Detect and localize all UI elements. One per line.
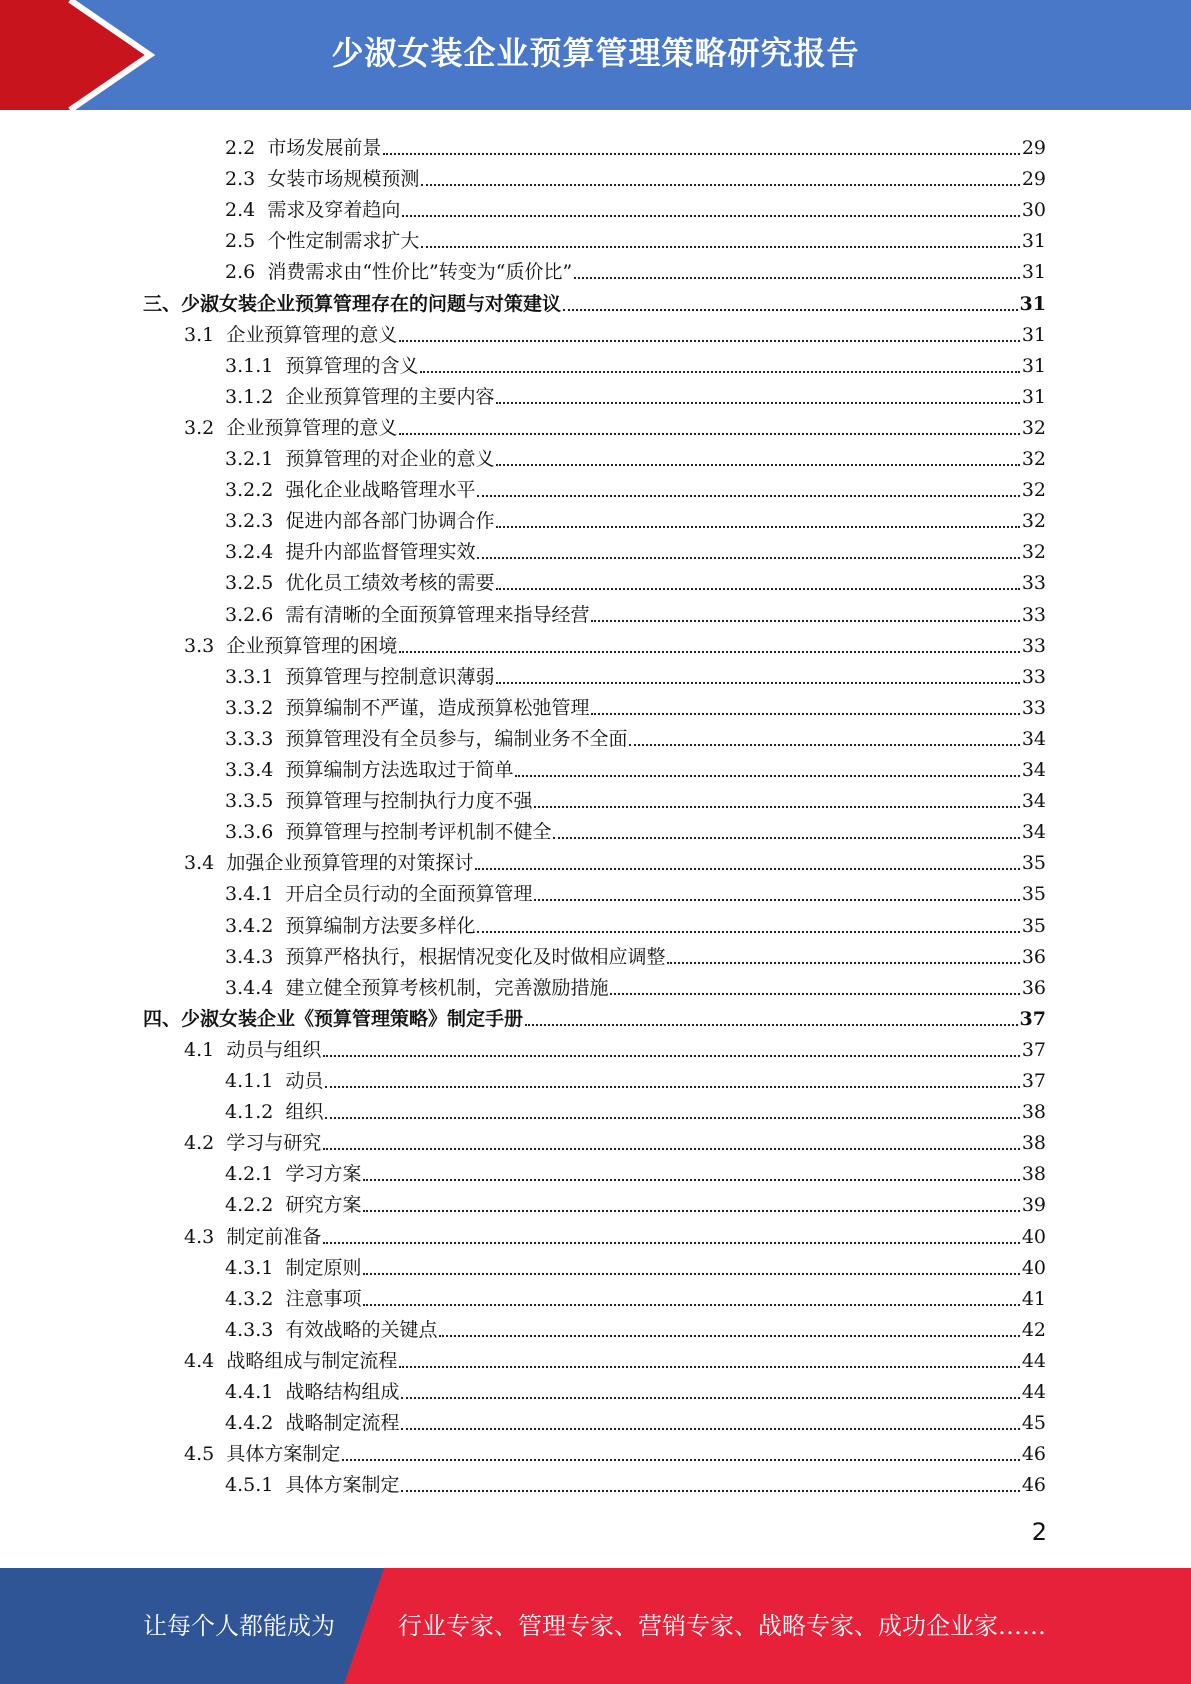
toc-entry-gap bbox=[214, 635, 226, 657]
toc-entry-title: 具体方案制定 bbox=[285, 1474, 400, 1497]
toc-leader-dots bbox=[323, 1055, 1019, 1057]
toc-entry-number: 4.5.1 bbox=[225, 1474, 274, 1497]
report-title: 少淑女装企业预算管理策略研究报告 bbox=[331, 34, 860, 72]
toc-entry-title: 预算编制方法选取过于简单 bbox=[285, 759, 514, 781]
toc-leader-dots bbox=[439, 1335, 1019, 1337]
toc-leader-dots bbox=[477, 557, 1019, 559]
toc-entry[interactable] bbox=[225, 1154, 1046, 1185]
toc-entry-number: 3.3.1 bbox=[225, 665, 274, 688]
toc-entry-number: 3.1 bbox=[184, 323, 215, 346]
toc-entry-number: 4.4.1 bbox=[225, 1381, 274, 1403]
toc-entry-title: 提升内部监督管理实效 bbox=[285, 541, 476, 564]
toc-entry-gap bbox=[255, 137, 267, 159]
toc-entry[interactable] bbox=[225, 1092, 1046, 1123]
toc-leader-dots bbox=[667, 962, 1019, 964]
toc-entry-title: 强化企业战略管理水平 bbox=[285, 479, 476, 502]
toc-leader-dots bbox=[420, 371, 1019, 373]
toc-leader-dots bbox=[477, 495, 1019, 497]
toc-leader-dots bbox=[402, 215, 1019, 217]
toc-entry-page: 34 bbox=[1021, 790, 1046, 813]
toc-entry-title: 动员与组织 bbox=[226, 1038, 322, 1061]
toc-entry[interactable] bbox=[184, 315, 1046, 346]
toc-entry-page: 37 bbox=[1021, 1070, 1046, 1092]
toc-entry-page: 42 bbox=[1021, 1318, 1046, 1341]
toc-entry-number: 3.4.1 bbox=[225, 883, 274, 906]
toc-entry-gap bbox=[255, 261, 267, 283]
toc-entry-page: 40 bbox=[1021, 1256, 1046, 1279]
toc-leader-dots bbox=[399, 340, 1019, 342]
toc-entry-page: 31 bbox=[1021, 385, 1046, 408]
toc-entry-number: 4.4 bbox=[184, 1349, 215, 1372]
toc-leader-dots bbox=[399, 433, 1019, 435]
toc-leader-dots bbox=[363, 1179, 1019, 1181]
toc-leader-dots bbox=[325, 1117, 1019, 1119]
toc-entry[interactable] bbox=[225, 346, 1046, 377]
toc-entry[interactable] bbox=[225, 377, 1046, 408]
toc-entry-number: 4.1.2 bbox=[225, 1101, 274, 1124]
toc-entry-gap bbox=[273, 510, 285, 532]
toc-entry-page: 29 bbox=[1021, 137, 1046, 159]
toc-entry-gap bbox=[273, 666, 285, 688]
toc-entry-number: 4.1.1 bbox=[225, 1070, 274, 1092]
toc-entry-title: 建立健全预算考核机制，完善激励措施 bbox=[285, 976, 609, 999]
toc-entry-number: 3.4.4 bbox=[225, 976, 274, 999]
toc-entry-page: 31 bbox=[1021, 261, 1046, 284]
toc-entry-number: 2.3 bbox=[225, 168, 256, 191]
toc-entry-gap bbox=[273, 728, 285, 750]
toc-leader-dots bbox=[399, 1366, 1019, 1368]
toc-leader-dots bbox=[401, 1397, 1019, 1399]
toc-leader-dots bbox=[496, 682, 1019, 684]
toc-entry-gap bbox=[273, 386, 285, 408]
toc-entry-number: 3.4 bbox=[184, 852, 215, 875]
toc-entry-page: 30 bbox=[1021, 199, 1046, 222]
toc-leader-dots bbox=[325, 1086, 1019, 1088]
toc-entry[interactable] bbox=[225, 252, 1046, 283]
toc-entry-number: 3.3.3 bbox=[225, 727, 274, 750]
toc-leader-dots bbox=[363, 1273, 1019, 1275]
toc-entry-title: 需有清晰的全面预算管理来指导经营 bbox=[285, 603, 590, 626]
toc-entry[interactable] bbox=[225, 1248, 1046, 1279]
toc-entry-title: 战略结构组成 bbox=[285, 1381, 400, 1403]
toc-entry-page: 37 bbox=[1019, 1007, 1046, 1030]
toc-entry[interactable] bbox=[225, 719, 1046, 750]
toc-entry-page: 46 bbox=[1021, 1474, 1046, 1497]
toc-entry-page: 32 bbox=[1021, 448, 1046, 470]
toc-entry-title: 促进内部各部门协调合作 bbox=[285, 510, 495, 533]
toc-entry-gap bbox=[273, 821, 285, 843]
toc-entry-page: 34 bbox=[1021, 727, 1046, 750]
toc-entry-page: 33 bbox=[1021, 572, 1046, 595]
toc-entry[interactable] bbox=[225, 968, 1046, 999]
toc-entry-page: 31 bbox=[1021, 323, 1046, 346]
toc-entry-gap bbox=[273, 1288, 285, 1310]
toc-entry[interactable] bbox=[225, 781, 1046, 812]
toc-leader-dots bbox=[363, 1304, 1019, 1306]
toc-entry[interactable] bbox=[184, 1434, 1046, 1465]
toc-entry[interactable] bbox=[225, 595, 1046, 626]
toc-entry-title: 企业预算管理的主要内容 bbox=[285, 385, 495, 408]
toc-entry-gap bbox=[214, 852, 226, 874]
toc-entry-number: 2.2 bbox=[225, 137, 256, 159]
toc-entry-title: 企业预算管理的意义 bbox=[226, 323, 398, 346]
toc-entry[interactable] bbox=[225, 1279, 1046, 1310]
toc-entry[interactable] bbox=[184, 1217, 1046, 1248]
toc-leader-dots bbox=[477, 931, 1019, 933]
toc-entry-number: 3.3.6 bbox=[225, 821, 274, 844]
toc-entry-page: 44 bbox=[1021, 1381, 1046, 1403]
toc-entry-number: 3.2.1 bbox=[225, 448, 274, 470]
toc-entry[interactable] bbox=[225, 1310, 1046, 1341]
toc-entry[interactable] bbox=[225, 532, 1046, 563]
toc-entry[interactable] bbox=[225, 937, 1046, 968]
header-banner bbox=[0, 0, 1191, 110]
toc-entry-number: 3.2.6 bbox=[225, 603, 274, 626]
toc-entry[interactable] bbox=[184, 1123, 1046, 1154]
toc-entry[interactable] bbox=[225, 812, 1046, 843]
toc-entry[interactable] bbox=[184, 843, 1046, 874]
toc-leader-dots bbox=[496, 464, 1019, 466]
toc-entry-number: 4.1 bbox=[184, 1038, 215, 1061]
toc-entry[interactable] bbox=[225, 1403, 1046, 1434]
toc-entry-title: 预算管理的含义 bbox=[285, 354, 419, 377]
toc-entry-title: 女装市场规模预测 bbox=[267, 168, 420, 191]
toc-entry-number: 2.6 bbox=[225, 261, 256, 284]
toc-entry[interactable] bbox=[184, 1030, 1046, 1061]
toc-entry-title: 预算管理与控制考评机制不健全 bbox=[285, 821, 552, 844]
toc-entry[interactable] bbox=[225, 1185, 1046, 1216]
toc-entry-title: 具体方案制定 bbox=[226, 1443, 341, 1466]
toc-entry-page: 33 bbox=[1021, 696, 1046, 719]
toc-entry-title: 三、少淑女装企业预算管理存在的问题与对策建议 bbox=[143, 292, 562, 315]
toc-entry-number: 3.3.5 bbox=[225, 790, 274, 813]
toc-entry-gap bbox=[273, 1070, 285, 1092]
toc-entry-gap bbox=[273, 759, 285, 781]
toc-entry-number: 3.2.2 bbox=[225, 479, 274, 502]
toc-entry-number: 3.3.2 bbox=[225, 696, 274, 719]
toc-leader-dots bbox=[496, 588, 1019, 590]
toc-entry[interactable] bbox=[225, 688, 1046, 719]
toc-entry[interactable] bbox=[225, 563, 1046, 594]
toc-leader-dots bbox=[515, 775, 1019, 777]
toc-entry-gap bbox=[255, 199, 267, 221]
toc-entry-page: 31 bbox=[1021, 354, 1046, 377]
toc-entry-title: 预算管理没有全员参与，编制业务不全面 bbox=[285, 727, 628, 750]
toc-entry[interactable] bbox=[184, 1341, 1046, 1372]
toc-entry[interactable] bbox=[225, 470, 1046, 501]
toc-entry-gap bbox=[214, 1350, 226, 1372]
toc-leader-dots bbox=[421, 246, 1019, 248]
toc-entry-gap bbox=[273, 1257, 285, 1279]
toc-entry-number: 2.4 bbox=[225, 199, 256, 222]
toc-entry-number: 3.1.1 bbox=[225, 354, 274, 377]
toc-entry-page: 32 bbox=[1021, 510, 1046, 533]
toc-entry[interactable] bbox=[184, 408, 1046, 439]
toc-entry-gap bbox=[273, 1412, 285, 1434]
toc-entry-gap bbox=[273, 541, 285, 563]
toc-entry-page: 36 bbox=[1021, 945, 1046, 968]
toc-entry-gap bbox=[273, 790, 285, 812]
toc-entry-number: 4.2.1 bbox=[225, 1163, 274, 1186]
toc-entry-page: 41 bbox=[1021, 1287, 1046, 1310]
toc-leader-dots bbox=[496, 526, 1019, 528]
toc-entry-title: 预算管理与控制意识薄弱 bbox=[285, 665, 495, 688]
toc-entry-page: 31 bbox=[1019, 292, 1046, 315]
toc-entry-page: 40 bbox=[1021, 1225, 1046, 1248]
toc-leader-dots bbox=[323, 1148, 1019, 1150]
toc-entry-title: 制定原则 bbox=[285, 1256, 362, 1279]
toc-entry-page: 46 bbox=[1021, 1443, 1046, 1466]
toc-entry-title: 企业预算管理的意义 bbox=[226, 416, 398, 439]
toc-leader-dots bbox=[525, 1024, 1018, 1026]
toc-leader-dots bbox=[591, 620, 1019, 622]
toc-entry-page: 32 bbox=[1021, 479, 1046, 502]
toc-entry-gap bbox=[273, 1163, 285, 1185]
toc-entry-number: 4.3.2 bbox=[225, 1287, 274, 1310]
toc-entry-title: 需求及穿着趋向 bbox=[267, 199, 401, 222]
toc-entry-title: 企业预算管理的困境 bbox=[226, 634, 398, 657]
toc-entry-title: 个性定制需求扩大 bbox=[267, 230, 420, 253]
toc-leader-dots bbox=[629, 744, 1019, 746]
toc-entry-page: 33 bbox=[1021, 603, 1046, 626]
toc-entry-number: 4.2 bbox=[184, 1132, 215, 1155]
toc-entry-title: 预算编制不严谨，造成预算松弛管理 bbox=[285, 696, 590, 719]
toc-entry-page: 38 bbox=[1021, 1132, 1046, 1155]
toc-entry[interactable] bbox=[225, 874, 1046, 905]
toc-entry-gap bbox=[273, 1194, 285, 1216]
toc-entry[interactable] bbox=[184, 626, 1046, 657]
toc-entry-gap bbox=[273, 1319, 285, 1341]
toc-entry-page: 29 bbox=[1021, 168, 1046, 191]
toc-leader-dots bbox=[363, 1210, 1019, 1212]
toc-entry-page: 44 bbox=[1021, 1349, 1046, 1372]
toc-entry-number: 4.2.2 bbox=[225, 1194, 274, 1217]
toc-entry-gap bbox=[273, 883, 285, 905]
toc-entry-gap bbox=[273, 697, 285, 719]
toc-entry-gap bbox=[273, 448, 285, 470]
toc-leader-dots bbox=[534, 899, 1019, 901]
toc-entry-page: 36 bbox=[1021, 976, 1046, 999]
toc-entry-gap bbox=[273, 946, 285, 968]
toc-entry-gap bbox=[273, 604, 285, 626]
toc-entry-page: 31 bbox=[1021, 230, 1046, 253]
toc-entry-title: 四、少淑女装企业《预算管理策略》制定手册 bbox=[143, 1007, 524, 1030]
toc-leader-dots bbox=[383, 153, 1019, 155]
toc-entry-title: 战略制定流程 bbox=[285, 1412, 400, 1435]
toc-entry-number: 4.4.2 bbox=[225, 1412, 274, 1435]
toc-entry-page: 32 bbox=[1021, 541, 1046, 564]
toc-entry[interactable] bbox=[225, 159, 1046, 190]
toc-entry-title: 研究方案 bbox=[285, 1194, 362, 1217]
toc-entry-title: 有效战略的关键点 bbox=[285, 1318, 438, 1341]
toc-entry-page: 34 bbox=[1021, 821, 1046, 844]
toc-leader-dots bbox=[574, 277, 1020, 279]
toc-entry-number: 3.4.2 bbox=[225, 914, 274, 937]
toc-entry[interactable] bbox=[225, 439, 1046, 470]
toc-entry-gap bbox=[214, 417, 226, 439]
toc-entry[interactable] bbox=[143, 284, 1046, 315]
toc-entry[interactable] bbox=[225, 1465, 1046, 1496]
toc-leader-dots bbox=[591, 713, 1019, 715]
toc-entry-title: 市场发展前景 bbox=[267, 137, 382, 159]
toc-entry[interactable] bbox=[143, 999, 1046, 1030]
toc-entry-title: 加强企业预算管理的对策探讨 bbox=[226, 852, 474, 875]
toc-entry-number: 4.3 bbox=[184, 1225, 215, 1248]
footer-slogan-left: 让每个人都能成为 bbox=[143, 1612, 335, 1640]
toc-leader-dots bbox=[342, 1459, 1019, 1461]
toc-entry[interactable] bbox=[225, 906, 1046, 937]
toc-entry-page: 33 bbox=[1021, 634, 1046, 657]
toc-entry-number: 4.3.3 bbox=[225, 1318, 274, 1341]
toc-entry-title: 预算严格执行，根据情况变化及时做相应调整 bbox=[285, 945, 666, 968]
toc-entry-page: 38 bbox=[1021, 1163, 1046, 1186]
toc-entry-gap bbox=[273, 1101, 285, 1123]
toc-entry-page: 34 bbox=[1021, 759, 1046, 781]
toc-entry-gap bbox=[273, 1474, 285, 1496]
toc-entry-gap bbox=[273, 355, 285, 377]
toc-leader-dots bbox=[399, 651, 1019, 653]
toc-entry-gap bbox=[273, 572, 285, 594]
toc-entry-number: 3.3 bbox=[184, 634, 215, 657]
toc-entry-gap bbox=[214, 1132, 226, 1154]
toc-leader-dots bbox=[534, 806, 1019, 808]
page-number: 2 bbox=[1031, 1518, 1047, 1546]
toc-leader-dots bbox=[496, 402, 1019, 404]
toc-leader-dots bbox=[323, 1242, 1019, 1244]
toc-entry-page: 38 bbox=[1021, 1101, 1046, 1124]
toc-entry-number: 4.5 bbox=[184, 1443, 215, 1466]
toc-leader-dots bbox=[421, 184, 1019, 186]
toc-entry-title: 动员 bbox=[285, 1070, 324, 1092]
toc-entry[interactable] bbox=[225, 1061, 1046, 1092]
toc-entry-title: 预算管理的对企业的意义 bbox=[285, 448, 495, 470]
toc-entry-number: 3.2.3 bbox=[225, 510, 274, 533]
toc-entry-title: 开启全员行动的全面预算管理 bbox=[285, 883, 533, 906]
footer-banner bbox=[0, 1568, 1191, 1684]
toc-leader-dots bbox=[563, 309, 1018, 311]
toc-entry[interactable] bbox=[225, 128, 1046, 159]
toc-entry-number: 4.3.1 bbox=[225, 1256, 274, 1279]
toc-entry-page: 35 bbox=[1021, 914, 1046, 937]
toc-entry-page: 33 bbox=[1021, 665, 1046, 688]
toc-entry-title: 优化员工绩效考核的需要 bbox=[285, 572, 495, 595]
toc-entry[interactable] bbox=[225, 657, 1046, 688]
toc-entry-number: 3.2 bbox=[184, 416, 215, 439]
toc-entry-number: 3.2.4 bbox=[225, 541, 274, 564]
toc-entry-number: 2.5 bbox=[225, 230, 256, 253]
toc-entry-title: 注意事项 bbox=[285, 1287, 362, 1310]
toc-entry-title: 预算编制方法要多样化 bbox=[285, 914, 476, 937]
toc-entry-gap bbox=[214, 1039, 226, 1061]
toc-entry[interactable] bbox=[225, 750, 1046, 781]
toc-entry-page: 39 bbox=[1021, 1194, 1046, 1217]
toc-entry-gap bbox=[255, 230, 267, 252]
toc-entry-page: 32 bbox=[1021, 416, 1046, 439]
toc-entry[interactable] bbox=[225, 1372, 1046, 1403]
toc-entry-title: 战略组成与制定流程 bbox=[226, 1349, 398, 1372]
toc-leader-dots bbox=[610, 993, 1019, 995]
toc-leader-dots bbox=[401, 1428, 1019, 1430]
toc-entry-gap bbox=[214, 324, 226, 346]
toc-entry-gap bbox=[273, 479, 285, 501]
toc-entry-gap bbox=[214, 1443, 226, 1465]
toc-entry-number: 3.2.5 bbox=[225, 572, 274, 595]
toc-leader-dots bbox=[553, 837, 1019, 839]
toc-entry-page: 35 bbox=[1021, 883, 1046, 906]
toc-entry-gap bbox=[255, 168, 267, 190]
toc-entry-page: 45 bbox=[1021, 1412, 1046, 1435]
toc-entry-number: 3.3.4 bbox=[225, 759, 274, 781]
toc-entry-number: 3.1.2 bbox=[225, 385, 274, 408]
toc-entry-title: 学习方案 bbox=[285, 1163, 362, 1186]
toc-leader-dots bbox=[401, 1490, 1019, 1492]
toc-entry-number: 3.4.3 bbox=[225, 945, 274, 968]
toc-entry-title: 组织 bbox=[285, 1101, 324, 1124]
toc-entry-gap bbox=[273, 915, 285, 937]
toc-entry[interactable] bbox=[225, 501, 1046, 532]
toc-entry-gap bbox=[214, 1226, 226, 1248]
toc-entry-title: 学习与研究 bbox=[226, 1132, 322, 1155]
toc-entry-title: 预算管理与控制执行力度不强 bbox=[285, 790, 533, 813]
toc-entry-gap bbox=[273, 1381, 285, 1403]
toc-entry-title: 消费需求由“性价比”转变为“质价比” bbox=[267, 261, 573, 284]
toc-entry-title: 制定前准备 bbox=[226, 1225, 322, 1248]
toc-entry-gap bbox=[273, 977, 285, 999]
toc-entry[interactable] bbox=[225, 190, 1046, 221]
footer-slogan-right: 行业专家、管理专家、营销专家、战略专家、成功企业家…… bbox=[398, 1612, 1046, 1640]
toc-entry-page: 37 bbox=[1021, 1038, 1046, 1061]
toc-leader-dots bbox=[475, 868, 1019, 870]
toc-entry[interactable] bbox=[225, 221, 1046, 252]
toc-entry-page: 35 bbox=[1021, 852, 1046, 875]
